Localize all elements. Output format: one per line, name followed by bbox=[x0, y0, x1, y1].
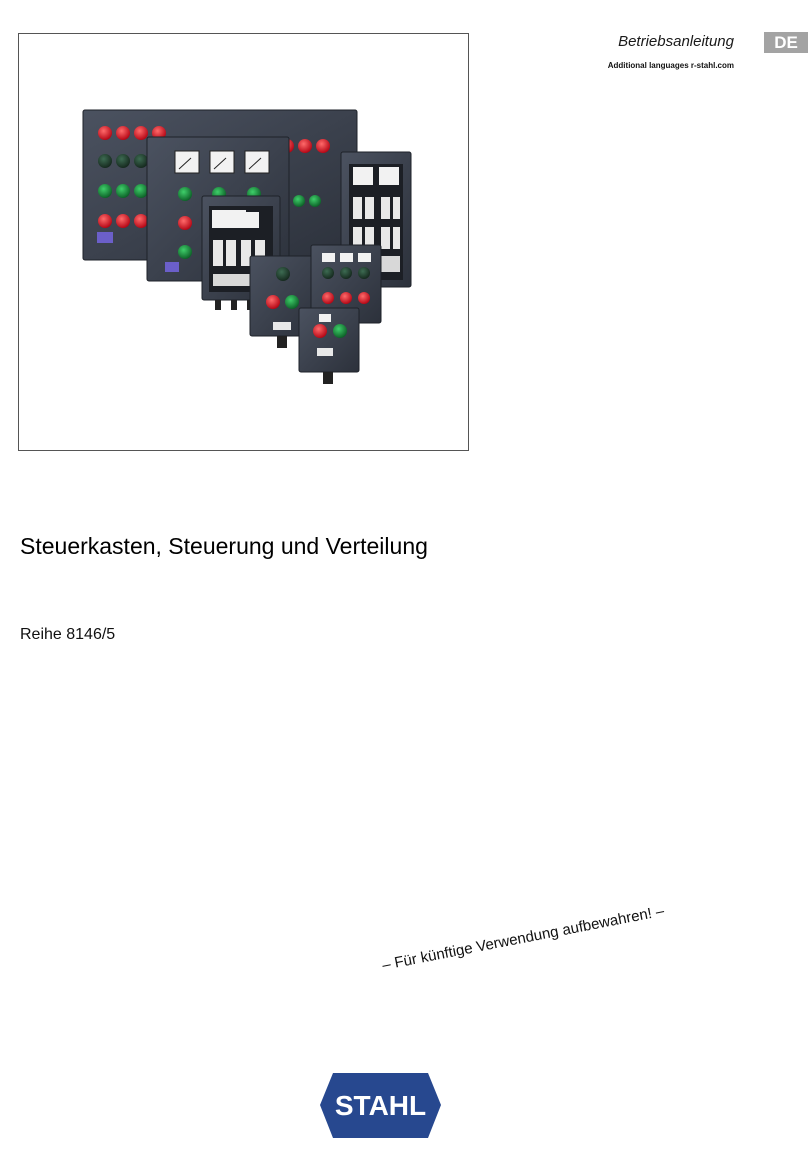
stahl-logo bbox=[319, 1072, 442, 1139]
document-title: Steuerkasten, Steuerung und Verteilung bbox=[20, 533, 428, 559]
logo-text: STAHL bbox=[334, 1090, 427, 1121]
series-label: Reihe 8146/5 bbox=[20, 626, 116, 643]
additional-languages: Additional languages r-stahl.com bbox=[607, 61, 734, 70]
product-photo bbox=[18, 33, 469, 451]
language-badge: DE bbox=[764, 32, 808, 53]
doc-type: Betriebsanleitung bbox=[618, 33, 734, 50]
keep-for-future-note: – Für künftige Verwendung aufbewahren! – bbox=[380, 902, 666, 974]
